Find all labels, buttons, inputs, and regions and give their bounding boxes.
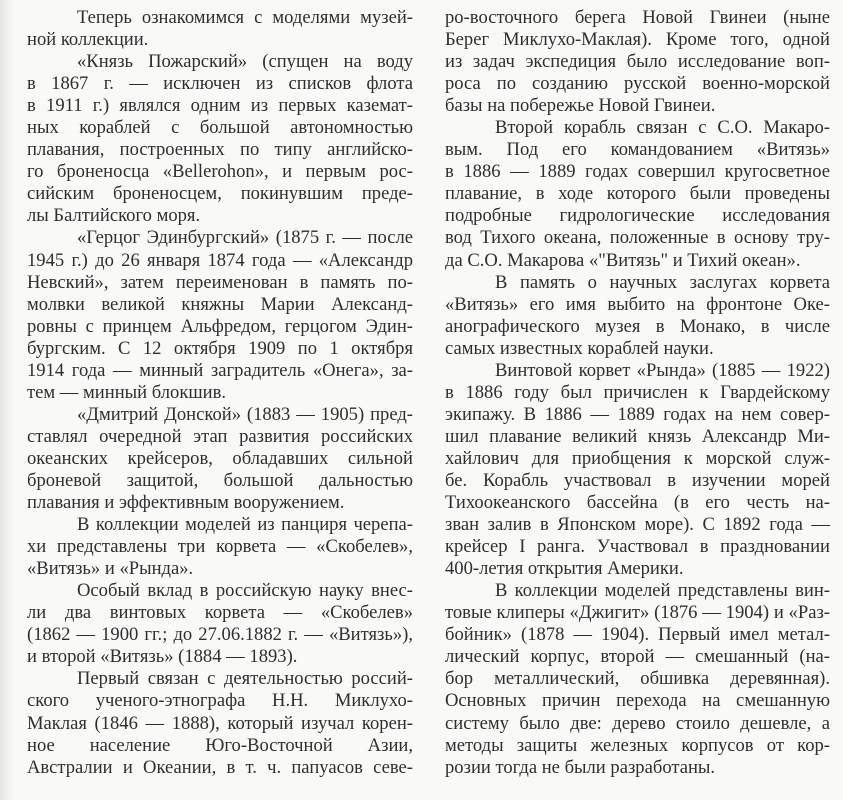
paragraph — [445, 272, 830, 360]
text-line: роса по созданию русской военно-морской — [445, 73, 830, 95]
paragraph — [27, 51, 413, 227]
text-line: 1945 г.) до 26 января 1874 года — «Александр — [27, 249, 413, 271]
text-line: лический корпус, второй — смешанный (на- — [445, 646, 830, 668]
paragraph — [27, 404, 413, 514]
text-line: плавания, построенных по типу английско- — [27, 139, 413, 161]
text-line: Второй корабль связан с С.О. Макаро- — [495, 117, 830, 139]
text-line: бе. Корабль участвовал в изучении морей — [445, 469, 830, 491]
paragraph — [445, 360, 830, 580]
text-line: го броненосца «Bellerohon», и первым рос- — [27, 161, 413, 183]
text-line: 400-летия открытия Америки. — [445, 558, 684, 580]
text-line: плавание, в ходе которого были проведены — [445, 183, 830, 205]
text-line: в 1886 году был причислен к Гвардейскому — [445, 381, 830, 403]
text-line: ных кораблей с большой автономностью — [27, 117, 413, 139]
text-line: тем — минный блокшив. — [27, 381, 227, 403]
text-line: в 1911 г.) являлся одним из первых каземат- — [27, 95, 413, 117]
paragraph — [27, 7, 413, 51]
text-line: хайлович для приобщения к морской служ- — [445, 447, 830, 469]
text-line: экипажу. В 1886 — 1889 годах на нем совер- — [445, 403, 830, 425]
text-line: «Витязь» и «Рында». — [27, 558, 194, 580]
text-line: Берег Миклухо-Маклая). Кроме того, одной — [445, 29, 830, 51]
text-column-left — [27, 7, 413, 779]
text-line: в 1867 г. — исключен из списков флота — [27, 73, 413, 95]
text-line: шил плавание великий князь Александр Ми- — [445, 425, 830, 447]
paragraph — [445, 7, 830, 117]
text-line: Винтовой корвет «Рында» (1885 — 1922) — [495, 359, 830, 381]
text-line: молвки великой княжны Марии Александ- — [27, 293, 413, 315]
text-line: анографического музея в Монако, в числе — [445, 315, 830, 337]
text-line: «Герцог Эдинбургский» (1875 г. — после — [77, 227, 413, 249]
text-line: «Дмитрий Донской» (1883 — 1905) пред- — [77, 403, 413, 425]
text-line: ровны с принцем Альфредом, герцогом Эдин- — [27, 315, 413, 337]
text-line: Основных причин перехода на смешанную — [445, 690, 830, 712]
paragraph — [27, 580, 413, 668]
text-line: товые клиперы «Джигит» (1876 — 1904) и «Раз- — [445, 602, 830, 624]
text-line: Австралии и Океании, в т. ч. папуасов севе- — [27, 756, 413, 778]
text-line: хи представлены три корвета — «Скобелев», — [27, 536, 413, 558]
text-line: розии тогда не были разработаны. — [445, 756, 716, 778]
text-line: из задач экспедиция было исследование воп- — [445, 51, 830, 73]
text-line: базы на побережье Новой Гвинеи. — [445, 95, 716, 117]
text-line: плавания и эффективным вооружением. — [27, 492, 345, 514]
text-line: да С.О. Макарова «"Витязь" и Тихий океан». — [445, 249, 801, 271]
text-line: Первый связан с деятельностью россий- — [77, 668, 413, 690]
text-line: Невский», затем переименован в память по- — [27, 271, 413, 293]
text-line: самых известных кораблей науки. — [445, 337, 714, 359]
text-line: вод Тихого океана, положенные в основу тру- — [445, 227, 830, 249]
text-line: в 1886 — 1889 годах совершил кругосветное — [445, 161, 830, 183]
text-line: ли два винтовых корвета — «Скобелев» — [27, 602, 413, 624]
scan-edge-shadow — [0, 0, 14, 800]
text-line: ского ученого-этнографа Н.Н. Миклухо- — [27, 690, 413, 712]
text-line: лы Балтийского моря. — [27, 205, 201, 227]
text-line: бургским. С 12 октября 1909 по 1 октября — [27, 337, 413, 359]
paragraph — [27, 514, 413, 580]
text-line: броневой защитой, большой дальностью — [27, 469, 413, 491]
text-line: систему было две: дерево стоило дешевле, а — [445, 712, 830, 734]
text-line: ро-восточного берега Новой Гвинеи (ныне — [445, 7, 830, 28]
text-line: бойник» (1878 — 1904). Первый имел метал- — [445, 624, 830, 646]
text-line: методы защиты железных корпусов от кор- — [445, 734, 830, 756]
text-line: вым. Под его командованием «Витязь» — [445, 139, 830, 161]
text-line: подробные гидрологические исследования — [445, 205, 830, 227]
paragraph — [445, 580, 830, 778]
text-line: «Витязь» его имя выбито на фронтоне Оке- — [445, 293, 830, 315]
text-line: океанских крейсеров, обладавших сильной — [27, 447, 413, 469]
text-line: крейсер I ранга. Участвовал в праздновании — [445, 536, 830, 558]
text-line: 1914 года — минный заградитель «Онега», за- — [27, 359, 413, 381]
paragraph — [27, 668, 413, 778]
text-line: бор металлический, обшивка деревянная). — [445, 668, 830, 690]
text-line: (1862 — 1900 гг.; до 27.06.1882 г. — «Витязь»), — [27, 624, 413, 646]
text-line: сийским броненосцем, покинувшим преде- — [27, 183, 413, 205]
text-line: Теперь ознакомимся с моделями музей- — [77, 7, 413, 28]
text-line: В коллекции моделей из панциря черепа- — [77, 514, 413, 536]
text-line: В коллекции моделей представлены вин- — [495, 580, 830, 602]
text-line: ное население Юго-Восточной Азии, — [27, 734, 413, 756]
text-column-right — [445, 7, 830, 779]
text-line: ной коллекции. — [27, 29, 149, 51]
paragraph — [27, 227, 413, 403]
text-line: Тихоокеанского бассейна (в его честь на- — [445, 492, 830, 514]
text-line: «Князь Пожарский» (спущен на воду — [77, 51, 413, 73]
text-line: и второй «Витязь» (1884 — 1893). — [27, 646, 298, 668]
text-line: В память о научных заслугах корвета — [495, 271, 830, 293]
text-line: ставлял очередной этап развития российских — [27, 425, 413, 447]
paragraph — [445, 117, 830, 271]
text-line: Особый вклад в российскую науку внес- — [77, 580, 413, 602]
text-line: Маклая (1846 — 1888), который изучал корен- — [27, 712, 413, 734]
text-line: зван залив в Японском море). С 1892 года — — [445, 514, 830, 536]
